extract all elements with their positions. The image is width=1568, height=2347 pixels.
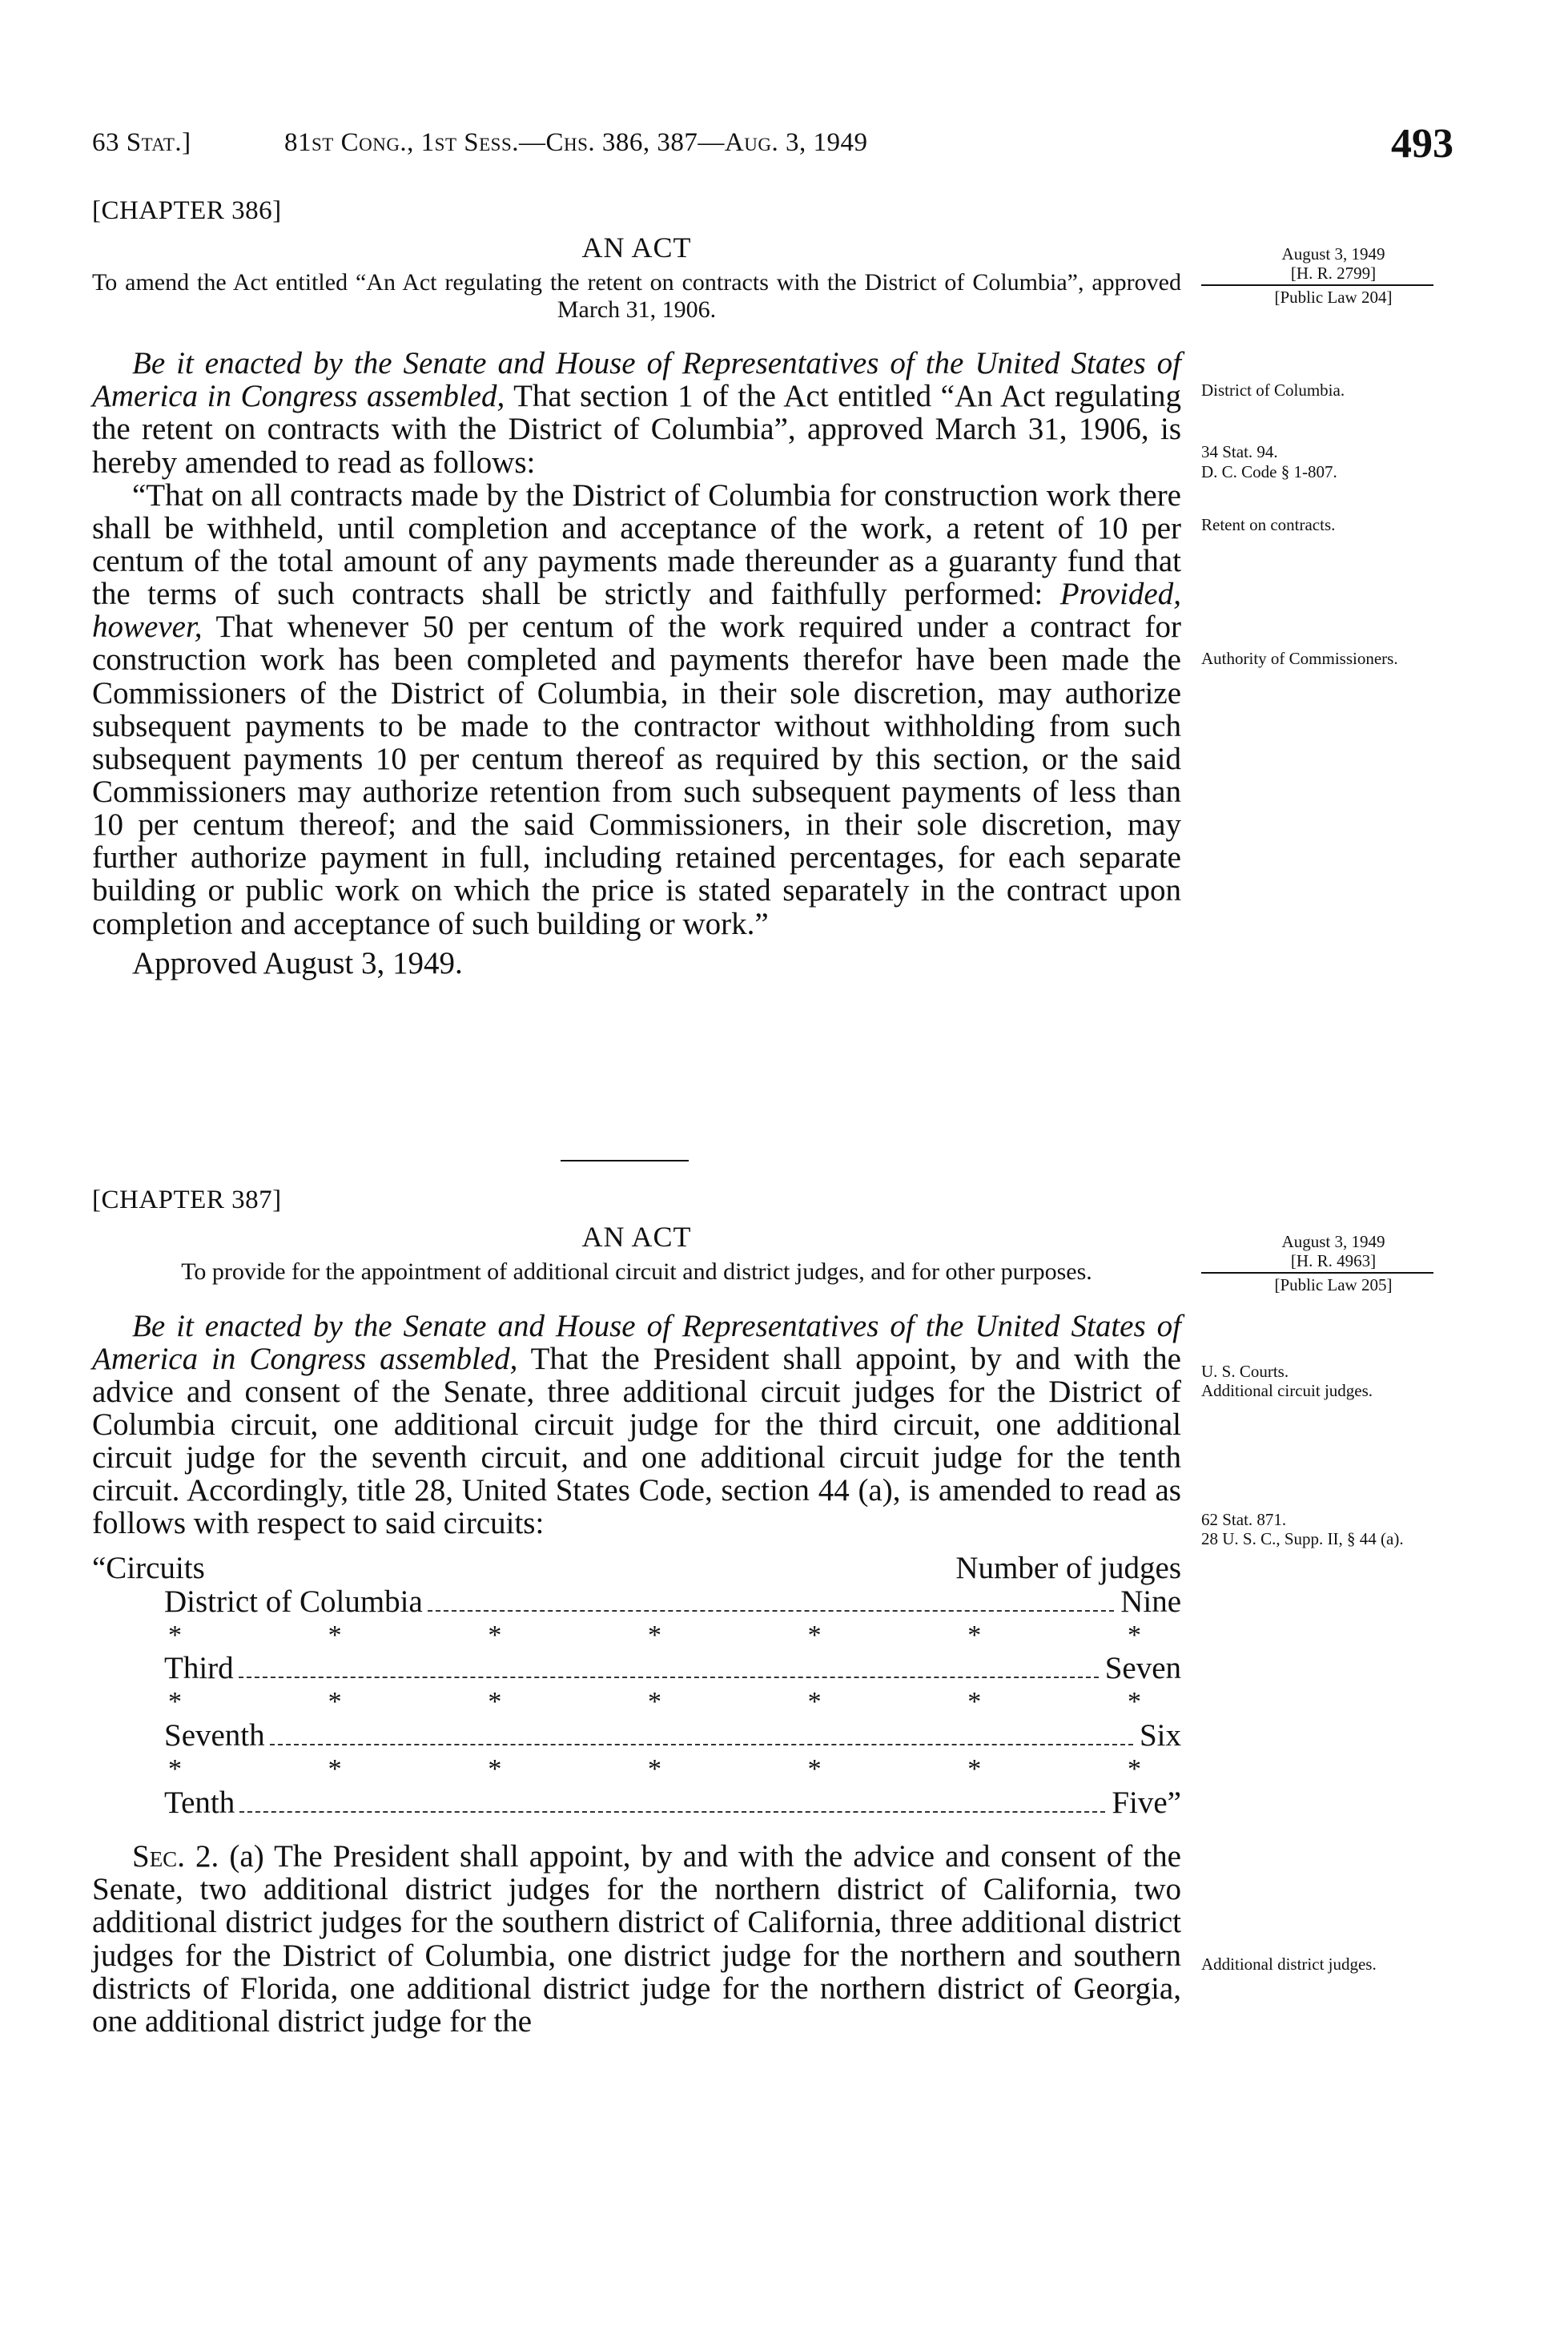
circuits-table bbox=[92, 1552, 1181, 1822]
star: * bbox=[1127, 1754, 1141, 1785]
page-number: 493 bbox=[1391, 121, 1453, 167]
margin-note-authority: Authority of Commissioners. bbox=[1201, 649, 1398, 668]
section-2-paragraph bbox=[92, 1840, 1181, 2038]
session-line: 81st Cong., 1st Sess.—Chs. 386, 387—Aug. 3, 1949 bbox=[284, 128, 868, 157]
judge-count: Six bbox=[1139, 1718, 1181, 1753]
column-circuits: “Circuits bbox=[92, 1550, 205, 1585]
star: * bbox=[807, 1754, 822, 1785]
chapter-386-approved: Approved August 3, 1949. bbox=[132, 945, 463, 980]
star: * bbox=[168, 1687, 182, 1717]
star: * bbox=[647, 1687, 661, 1717]
chapter-387-label: [CHAPTER 387] bbox=[92, 1186, 282, 1214]
chapter-386-an-act: AN ACT bbox=[581, 231, 692, 264]
margin-note-dc: District of Columbia. bbox=[1201, 380, 1345, 400]
star: * bbox=[1127, 1620, 1141, 1650]
omission-stars bbox=[92, 1686, 1181, 1719]
star: * bbox=[328, 1620, 342, 1650]
enacting-text: That the President shall appoint, by and with the advice and consent of the Senate, three additional circuit judges for the District of Columbia circuit, one additional circuit judge for the third circuit, one additional circuit judge for the seventh circuit, and one additional circuit judge for the tenth circuit. Accordingly, title 28, United States Code, section 44 (a), is amended to read as follows with respect to said circuits: bbox=[92, 1341, 1181, 1541]
chapter-386 bbox=[92, 196, 1181, 981]
enacting-formula: Be it enacted by the Senate and House of Representatives of the United States of America in Congress assembled, bbox=[92, 1308, 1181, 1376]
star: * bbox=[488, 1687, 502, 1717]
margin-note-retent: Retent on contracts. bbox=[1201, 515, 1336, 534]
star: * bbox=[328, 1754, 342, 1785]
margin-date: August 3, 1949 bbox=[1281, 244, 1385, 264]
circuits-table-header bbox=[92, 1552, 1181, 1585]
margin-note-additional-district: Additional district judges. bbox=[1201, 1954, 1377, 1974]
star: * bbox=[807, 1687, 822, 1717]
chapter-387-margin-header bbox=[1201, 1232, 1465, 1294]
margin-note-additional-circuit: Additional circuit judges. bbox=[1201, 1381, 1373, 1401]
judge-count: Nine bbox=[1120, 1584, 1181, 1619]
star: * bbox=[168, 1754, 182, 1785]
star: * bbox=[1127, 1687, 1141, 1717]
retent-text-b: That whenever 50 per centum of the work required under a contract for construction work has been completed and payments therefor have been made the Commissioners of the District of Columbia, in their sole discretion, may authorize subsequent payments to be made to the contractor without withholding from such subsequent payments 10 per centum thereof as required by this section, or the said Commissioners may authorize retention from such subsequent payments of less than 10 per centum thereof; and the said Commissioners, in their sole discretion, may further authorize payment in full, including retained percentages, for each separate building or public work on which the price is stated separately in the contract upon completion and acceptance of such building or work.” bbox=[92, 610, 1181, 941]
margin-public-law: [Public Law 205] bbox=[1274, 1275, 1393, 1295]
leader-dots bbox=[239, 1675, 1099, 1678]
chapter-387-an-act: AN ACT bbox=[581, 1221, 692, 1253]
leader-dots bbox=[428, 1608, 1114, 1612]
column-number-of-judges: Number of judges bbox=[955, 1550, 1181, 1585]
proviso: Provided, however, bbox=[92, 577, 1181, 645]
enacting-formula: Be it enacted by the Senate and House of Representatives of the United States of America in Congress assembled, bbox=[92, 346, 1181, 414]
margin-public-law: [Public Law 204] bbox=[1274, 288, 1393, 308]
chapter-386-enacting-clause bbox=[92, 347, 1181, 479]
leader-dots bbox=[239, 1810, 1105, 1813]
star: * bbox=[967, 1687, 982, 1717]
judge-count: Five” bbox=[1112, 1785, 1181, 1821]
chapter-386-label: [CHAPTER 386] bbox=[92, 196, 282, 225]
retent-text-a: “That on all contracts made by the District of Columbia for construction work there shall be withheld, until completion and acceptance of the work, a retent of 10 per centum of the total amount of any payments made thereunder as a guaranty fund that the terms of such contracts shall be strictly and faithfully performed: bbox=[92, 477, 1181, 612]
judge-count: Seven bbox=[1104, 1651, 1181, 1686]
margin-note-stat: 62 Stat. 871. bbox=[1201, 1510, 1287, 1529]
margin-note-stat: 34 Stat. 94. bbox=[1201, 442, 1278, 461]
star: * bbox=[647, 1620, 661, 1650]
table-row bbox=[92, 1786, 1181, 1821]
margin-hr-number: [H. R. 4963] bbox=[1290, 1251, 1377, 1271]
chapter-386-margin-header bbox=[1201, 244, 1465, 307]
margin-note-us-courts: U. S. Courts. bbox=[1201, 1362, 1289, 1381]
enacting-text: That section 1 of the Act entitled “An Act regulating the retent on contracts with the District of Columbia”, approved March 31, 1906, is hereby amended to read as follows: bbox=[92, 379, 1181, 480]
table-row bbox=[92, 1719, 1181, 1753]
circuit-name: Third bbox=[164, 1651, 234, 1686]
star: * bbox=[807, 1620, 822, 1650]
star: * bbox=[967, 1620, 982, 1650]
margin-note-62-stat bbox=[1201, 1510, 1465, 1548]
omission-stars bbox=[92, 1620, 1181, 1653]
margin-note-code: 28 U. S. C., Supp. II, § 44 (a). bbox=[1201, 1529, 1404, 1549]
margin-date: August 3, 1949 bbox=[1281, 1232, 1385, 1251]
margin-rule bbox=[1201, 284, 1433, 286]
margin-note-courts bbox=[1201, 1362, 1465, 1400]
chapter-386-retent-paragraph bbox=[92, 479, 1181, 940]
stat-volume: 63 Stat.] bbox=[92, 128, 191, 157]
table-row bbox=[92, 1652, 1181, 1686]
section-label: Sec. 2. bbox=[132, 1839, 219, 1874]
circuit-name: Tenth bbox=[164, 1785, 235, 1821]
margin-hr-number: [H. R. 2799] bbox=[1290, 264, 1377, 284]
chapter-387 bbox=[92, 1186, 1181, 2038]
star: * bbox=[647, 1754, 661, 1785]
chapter-387-purpose: To provide for the appointment of additional circuit and district judges, and for other purposes. bbox=[181, 1258, 1092, 1285]
leader-dots bbox=[270, 1742, 1133, 1745]
star: * bbox=[967, 1754, 982, 1785]
star: * bbox=[488, 1620, 502, 1650]
star: * bbox=[168, 1620, 182, 1650]
star: * bbox=[328, 1687, 342, 1717]
chapter-387-enacting-clause bbox=[92, 1310, 1181, 1540]
star: * bbox=[488, 1754, 502, 1785]
circuit-name: District of Columbia bbox=[164, 1584, 423, 1619]
chapter-divider bbox=[561, 1160, 689, 1161]
table-row bbox=[92, 1585, 1181, 1620]
omission-stars bbox=[92, 1753, 1181, 1786]
circuit-name: Seventh bbox=[164, 1718, 265, 1753]
margin-note-code: D. C. Code § 1-807. bbox=[1201, 462, 1337, 481]
margin-rule bbox=[1201, 1272, 1433, 1274]
running-header bbox=[92, 120, 1453, 176]
section-2-text: (a) The President shall appoint, by and with the advice and consent of the Senate, two additional district judges for the northern district of California, two additional district judges for the southern district of California, three additional district judges for the District of Columbia, one district judge for the northern and southern districts of Florida, one additional district judge for the northern district of Georgia, one additional district judge for the bbox=[92, 1839, 1181, 2039]
chapter-386-purpose: To amend the Act entitled “An Act regulating the retent on contracts with the District of Columbia”, approved March 31, 1906. bbox=[92, 269, 1181, 323]
